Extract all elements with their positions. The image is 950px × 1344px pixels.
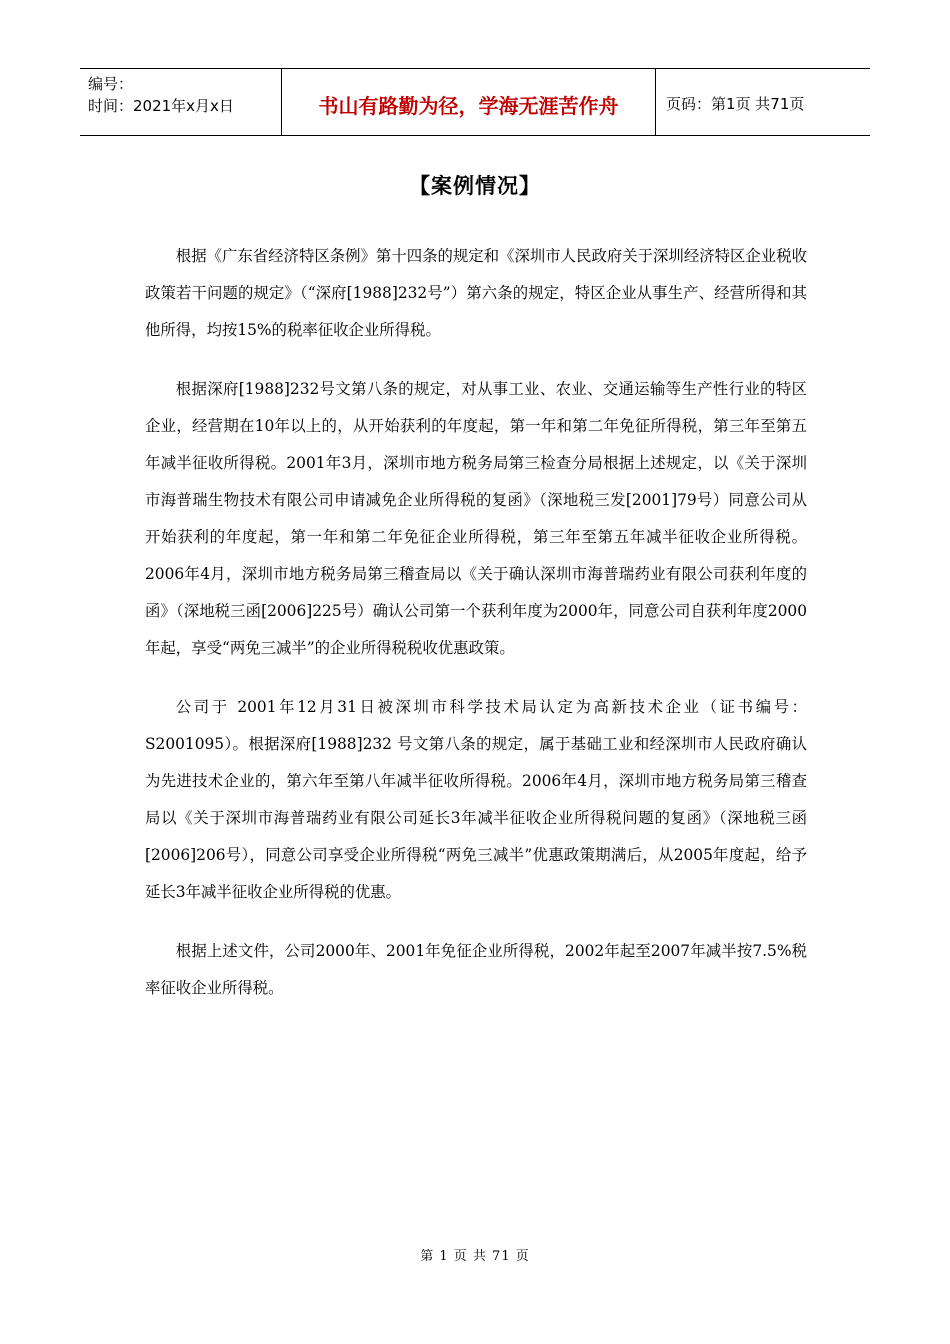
header-meta xyxy=(80,69,282,135)
header-slogan: 书山有路勤为径，学海无涯苦作舟 xyxy=(282,69,656,135)
document-time-label: 时间：2021年x月x日 xyxy=(88,97,234,115)
document-title: 【案例情况】 xyxy=(409,174,541,198)
paragraph: 根据《广东省经济特区条例》第十四条的规定和《深圳市人民政府关于深圳经济特区企业税收政策若干问题的规定》（“深府[1988]232号”）第六条的规定，特区企业从事生产、经营所得和其他所得，均按15%的税率征收企业所得税。 xyxy=(145,247,807,339)
paragraph: 根据上述文件，公司2000年、2001年免征企业所得税，2002年起至2007年减半按7.5%税率征收企业所得税。 xyxy=(145,942,807,997)
document-body xyxy=(145,238,807,1029)
paragraph: 根据深府[1988]232号文第八条的规定，对从事工业、农业、交通运输等生产性行业的特区企业，经营期在10年以上的，从开始获利的年度起，第一年和第二年免征所得税，第三年至第五年减半征收所得税。2001年3月，深圳市地方税务局第三检查分局根据上述规定，以《关于深圳市海普瑞生物技术有限公司申请减免企业所得税的复函》（深地税三发[2001]79号）同意公司从开始获利的年度起，第一年和第二年免征企业所得税，第三年至第五年减半征收企业所得税。2006年4月，深圳市地方税务局第三稽查局以《关于确认深圳市海普瑞药业有限公司获利年度的函》（深地税三函[2006]225号）确认公司第一个获利年度为2000年，同意公司自获利年度2000年起，享受“两免三减半”的企业所得税税收优惠政策。 xyxy=(145,380,807,657)
page-header xyxy=(80,68,870,136)
document-number-label: 编号： xyxy=(88,75,134,93)
paragraph: 公司于 2001年12月31日被深圳市科学技术局认定为高新技术企业（证书编号：S2001095）。根据深府[1988]232 号文第八条的规定，属于基础工业和经深圳市人民政府确认为先进技术企业的，第六年至第八年减半征收所得税。2006年4月，深圳市地方税务局第三稽查局以《关于深圳市海普瑞药业有限公司延长3年减半征收企业所得税问题的复函》（深地税三函[2006]206号），同意公司享受企业所得税“两免三减半”优惠政策期满后，从2005年度起，给予延长3年减半征收企业所得税的优惠。 xyxy=(145,698,807,901)
page-footer: 第 1 页 共 71 页 xyxy=(420,1249,530,1264)
header-page-info: 页码：第1页 共71页 xyxy=(666,94,805,113)
